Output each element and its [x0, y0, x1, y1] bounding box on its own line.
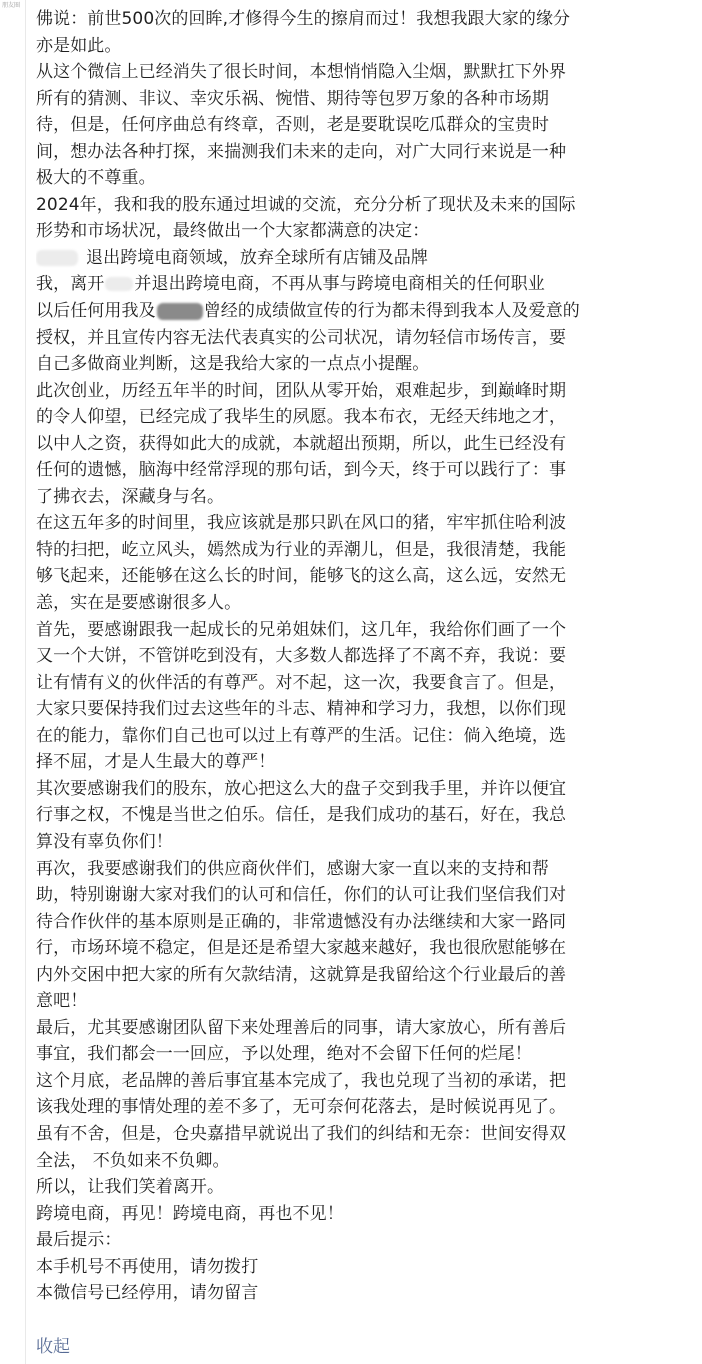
post-line: 让有情有义的伙伴活的有尊严。对不起，这一次，我要食言了。但是，	[36, 672, 567, 693]
post-line: 最后，尤其要感谢团队留下来处理善后的同事，请大家放心，所有善后	[36, 1017, 567, 1038]
post-line: 间，想办法各种打探，来揣测我们未来的走向，对广大同行来说是一种	[36, 141, 567, 162]
post-line: 本微信号已经停用，请勿留言	[36, 1283, 259, 1304]
post-line: 算没有辜负你们！	[36, 831, 173, 852]
post-line: 所有的猜测、非议、幸灾乐祸、惋惜、期待等包罗万象的各种市场期	[36, 88, 549, 109]
post-line: 自己多做商业判断，这是我给大家的一点点小提醒。	[36, 354, 430, 375]
post-line	[36, 1307, 676, 1334]
post-line: 首先，要感谢跟我一起成长的兄弟姐妹们，这几年，我给你们画了一个	[36, 619, 567, 640]
post-line: 其次要感谢我们的股东，放心把这么大的盘子交到我手里，并许以便宜	[36, 778, 567, 799]
post-line: 够飞起来，还能够在这么长的时间，能够飞的这么高，这么远，安然无	[36, 566, 567, 587]
post-line: 跨境电商，再见！跨境电商，再也不见！	[36, 1203, 344, 1224]
post-line-usage	[36, 298, 676, 325]
post-line: 2024年，我和我的股东通过坦诚的交流，充分分析了现状及未来的国际	[36, 194, 576, 215]
post-line-decision	[36, 245, 676, 272]
post-line: 助，特别谢谢大家对我们的认可和信任，你们的认可让我们坚信我们对	[36, 885, 567, 906]
post-line: 大家只要保持我们过去这些年的斗志、精神和学习力，我想，以你们现	[36, 699, 567, 720]
post-line: 待合作伙伴的基本原则是正确的，非常遗憾没有办法继续和大家一路同	[36, 911, 567, 932]
post-line: 了拂衣去，深藏身与名。	[36, 486, 225, 507]
leaving-text-start: 我，离开	[36, 274, 105, 295]
post-line: 恙，实在是要感谢很多人。	[36, 593, 242, 614]
collapse-link[interactable]: 收起	[36, 1337, 70, 1357]
redacted-company	[105, 277, 133, 291]
post-line: 又一个大饼，不管饼吃到没有，大多数人都选择了不离不弃，我说：要	[36, 646, 567, 667]
post-line: 授权，并且宣传内容无法代表真实的公司状况，请勿轻信市场传言，要	[36, 327, 567, 348]
post-line: 意吧！	[36, 991, 88, 1012]
post-line: 该我处理的事情处理的差不多了，无可奈何花落去，是时候说再见了。	[36, 1097, 567, 1118]
post-line: 择不屈，才是人生最大的尊严！	[36, 752, 276, 773]
post-line: 内外交困中把大家的所有欠款结清，这就算是我留给这个行业最后的善	[36, 964, 567, 985]
post-line: 以中人之资，获得如此大的成就，本就超出预期，所以，此生已经没有	[36, 433, 567, 454]
redacted-brand	[157, 303, 203, 320]
redacted-mark	[36, 250, 78, 266]
post-line: 从这个微信上已经消失了很长时间，本想悄悄隐入尘烟，默默扛下外界	[36, 62, 567, 83]
post-line: 行事之权，不愧是当世之伯乐。信任，是我们成功的基石，好在，我总	[36, 805, 567, 826]
post-line: 亦是如此。	[36, 35, 122, 56]
post-line: 任何的遗憾，脑海中经常浮现的那句话，到今天，终于可以践行了：事	[36, 460, 567, 481]
moments-post-body	[36, 6, 676, 1333]
post-line: 在的能力，靠你们自己也可以过上有尊严的生活。记住：倘入绝境，选	[36, 725, 567, 746]
post-line: 再次，我要感谢我们的供应商伙伴们，感谢大家一直以来的支持和帮	[36, 858, 549, 879]
post-line: 本手机号不再使用，请勿拨打	[36, 1256, 259, 1277]
post-line: 佛说：前世500次的回眸,才修得今生的擦肩而过！我想我跟大家的缘分	[36, 9, 571, 29]
usage-text-end: 曾经的成绩做宣传的行为都未得到我本人及爱意的	[203, 301, 580, 322]
corner-tag: 朋友圈	[2, 2, 21, 9]
post-line: 所以，让我们笑着离开。	[36, 1177, 225, 1198]
post-line: 行，市场环境不稳定，但是还是希望大家越来越好，我也很欣慰能够在	[36, 938, 567, 959]
post-line: 事宜，我们都会一一回应，予以处理，绝对不会留下任何的烂尾！	[36, 1044, 532, 1065]
post-line: 形势和市场状况，最终做出一个大家都满意的决定：	[36, 221, 430, 242]
post-line: 待，但是，任何序曲总有终章，否则，老是要耽误吃瓜群众的宝贵时	[36, 115, 549, 136]
leaving-text-end: 并退出跨境电商，不再从事与跨境电商相关的任何职业	[134, 274, 545, 295]
post-line: 在这五年多的时间里，我应该就是那只趴在风口的猪，牢牢抓住哈利波	[36, 513, 567, 534]
post-line: 最后提示：	[36, 1230, 122, 1251]
post-line: 此次创业，历经五年半的时间，团队从零开始，艰难起步，到巅峰时期	[36, 380, 567, 401]
post-line: 全法， 不负如来不负卿。	[36, 1150, 230, 1171]
left-divider	[25, 0, 26, 1364]
post-line: 极大的不尊重。	[36, 168, 156, 189]
usage-text-start: 以后任何用我及	[36, 301, 156, 322]
post-line: 这个月底，老品牌的善后事宜基本完成了，我也兑现了当初的承诺，把	[36, 1070, 567, 1091]
post-line: 的令人仰望，已经完成了我毕生的夙愿。我本布衣，无经天纬地之才，	[36, 407, 567, 428]
decision-text: 退出跨境电商领域，放弃全球所有店铺及品牌	[86, 247, 428, 268]
post-line-leaving	[36, 271, 676, 298]
post-line: 虽有不舍，但是，仓央嘉措早就说出了我们的纠结和无奈：世间安得双	[36, 1123, 567, 1144]
post-line: 特的扫把，屹立风头，嫣然成为行业的弄潮儿，但是，我很清楚，我能	[36, 539, 567, 560]
